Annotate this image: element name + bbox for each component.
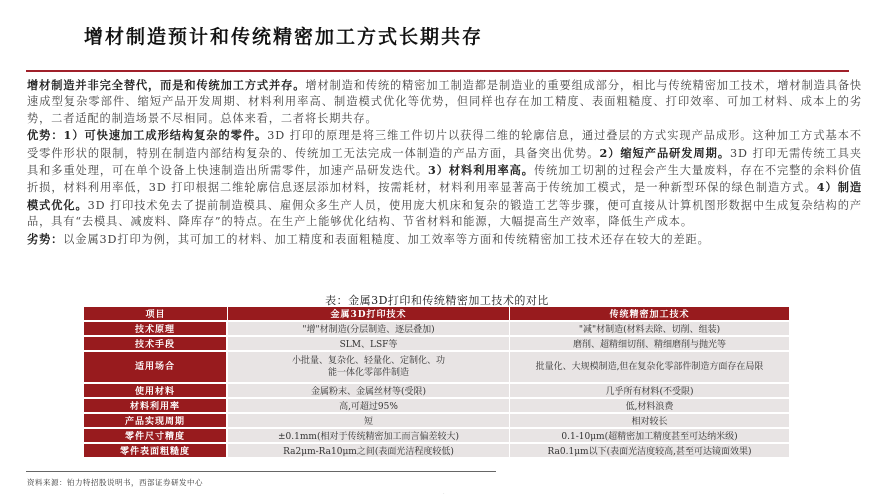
row-label: 技术原理 [84, 322, 228, 335]
comparison-table [84, 305, 790, 459]
table-row [84, 384, 790, 397]
row-label: 产品实现周期 [84, 414, 228, 427]
cell-traditional: 批量化、大规模制造,但在复杂化零部件制造方面存在局限 [510, 352, 790, 382]
advantage-2-title: 2）缩短产品研发周期。 [599, 145, 731, 160]
advantages-label: 优势： [27, 128, 64, 143]
table-row [84, 322, 790, 335]
cell-3d-printing: "增"材制造(分层制造、逐层叠加) [228, 322, 510, 335]
advantage-4-title: 4）制造模式优化。 [27, 180, 862, 212]
cell-3d-printing: 短 [228, 414, 510, 427]
header-metal-3d-printing: 金属3D打印技术 [228, 307, 510, 320]
cell-traditional: 磨削、超精细切削、精细磨削与抛光等 [510, 337, 790, 350]
paragraph-disadvantages [27, 231, 862, 248]
header-item: 项目 [84, 307, 228, 320]
table-row [84, 337, 790, 350]
advantage-4-text: 3D 打印技术免去了提前制造模具、雇佣众多生产人员，使用庞大机床和复杂的锻造工艺等步骤，便可直接从计算机图形数据中生成复杂结构的产品，具有“去模具、减废料、降库存”的特点。在生产上能够优化结构、节省材料和能源，大幅提高生产效率，降低生产成本。 [27, 198, 862, 229]
body-text [27, 77, 862, 248]
cell-3d-printing: ±0.1mm(相对于传统精密加工而言偏差较大) [228, 429, 510, 442]
overview-text: 增材制造和传统的精密加工制造都是制造业的重要组成部分，相比与传统精密加工技术，增材制造具备快速成型复杂零部件、缩短产品开发周期、材料利用率高、制造模式优化等优势，但同样也存在加工精度、表面粗糙度、打印效率、可加工材料、成本上的劣势，二者适配的制造场景不尽相同。总体来看，二者将长期共存。 [27, 79, 863, 125]
page-title: 增材制造预计和传统精密加工方式长期共存 [84, 26, 484, 48]
row-label: 适用场合 [84, 352, 228, 382]
advantage-3-text: 传统加工切割的过程会产生大量废料，存在不完整的余料价值折损，材料利用率低，3D 打印根据二维轮廓信息逐层添加材料，按需耗材，材料利用率显著高于传统加工模式，是一种新型环保的绿色制造方式。 [27, 164, 862, 195]
advantage-3-title: 3）材料利用率高。 [428, 163, 534, 178]
table-row [84, 444, 790, 457]
title-divider [26, 70, 849, 72]
table-row [84, 414, 790, 427]
cell-traditional: 几乎所有材料(不受限) [510, 384, 790, 397]
page-mark: · [443, 491, 445, 497]
disadvantages-label: 劣势： [27, 231, 64, 246]
row-label: 材料利用率 [84, 399, 228, 412]
cell-3d-printing: Ra2μm-Ra10μm之间(表面光洁程度较低) [228, 444, 510, 457]
table-header-row [84, 307, 790, 320]
row-label: 技术手段 [84, 337, 228, 350]
cell-3d-printing: 金属粉末、金属丝材等(受限) [228, 384, 510, 397]
overview-lead: 增材制造并非完全替代，而是和传统加工方式并存。 [27, 78, 306, 92]
cell-traditional: 低,材料浪费 [510, 399, 790, 412]
cell-traditional: Ra0.1μm以下(表面光洁度较高,甚至可达镜面效果) [510, 444, 790, 457]
advantage-1-text: 3D 打印的原理是将三维工件切片以获得二维的轮廓信息，通过叠层的方式实现产品成形。这种加工方式基本不受零件形状的限制，特别在制造内部结构复杂的、传统加工无法完成一体制造的产品方面，具备突出优势。 [27, 129, 862, 160]
paragraph-advantages [27, 127, 862, 230]
table-row [84, 429, 790, 442]
disadvantages-text: 以金属3D打印为例，其可加工的材料、加工精度和表面粗糙度、加工效率等方面和传统精密加工技术还存在较大的差距。 [63, 232, 710, 246]
paragraph-overview [27, 77, 862, 127]
cell-traditional: 相对较长 [510, 414, 790, 427]
table-caption: 表：金属3D打印和传统精密加工技术的对比 [325, 294, 549, 307]
table-row [84, 352, 790, 382]
cell-3d-printing: SLM、LSF等 [228, 337, 510, 350]
advantage-1-title: 1）可快速加工成形结构复杂的零件。 [63, 128, 268, 143]
cell-3d-printing: 高,可超过95% [228, 399, 510, 412]
source-divider [26, 471, 496, 472]
advantage-2-text: 3D 打印无需传统工具夹具和多重处理，可在单个设备上快速制造出所需零件，加速产品研发迭代。 [27, 146, 862, 178]
table-row [84, 399, 790, 412]
cell-traditional: "减"材制造(材料去除、切削、组装) [510, 322, 790, 335]
header-traditional-machining: 传统精密加工技术 [510, 307, 790, 320]
cell-traditional: 0.1-10μm(超精密加工精度甚至可达纳米级) [510, 429, 790, 442]
row-label: 零件尺寸精度 [84, 429, 228, 442]
cell-3d-printing: 小批量、复杂化、轻量化、定制化、功能一体化零部件制造 [228, 352, 510, 382]
source-note: 资料来源：铂力特招股说明书，西部证券研发中心 [27, 478, 203, 487]
row-label: 零件表面粗糙度 [84, 444, 228, 457]
row-label: 使用材料 [84, 384, 228, 397]
